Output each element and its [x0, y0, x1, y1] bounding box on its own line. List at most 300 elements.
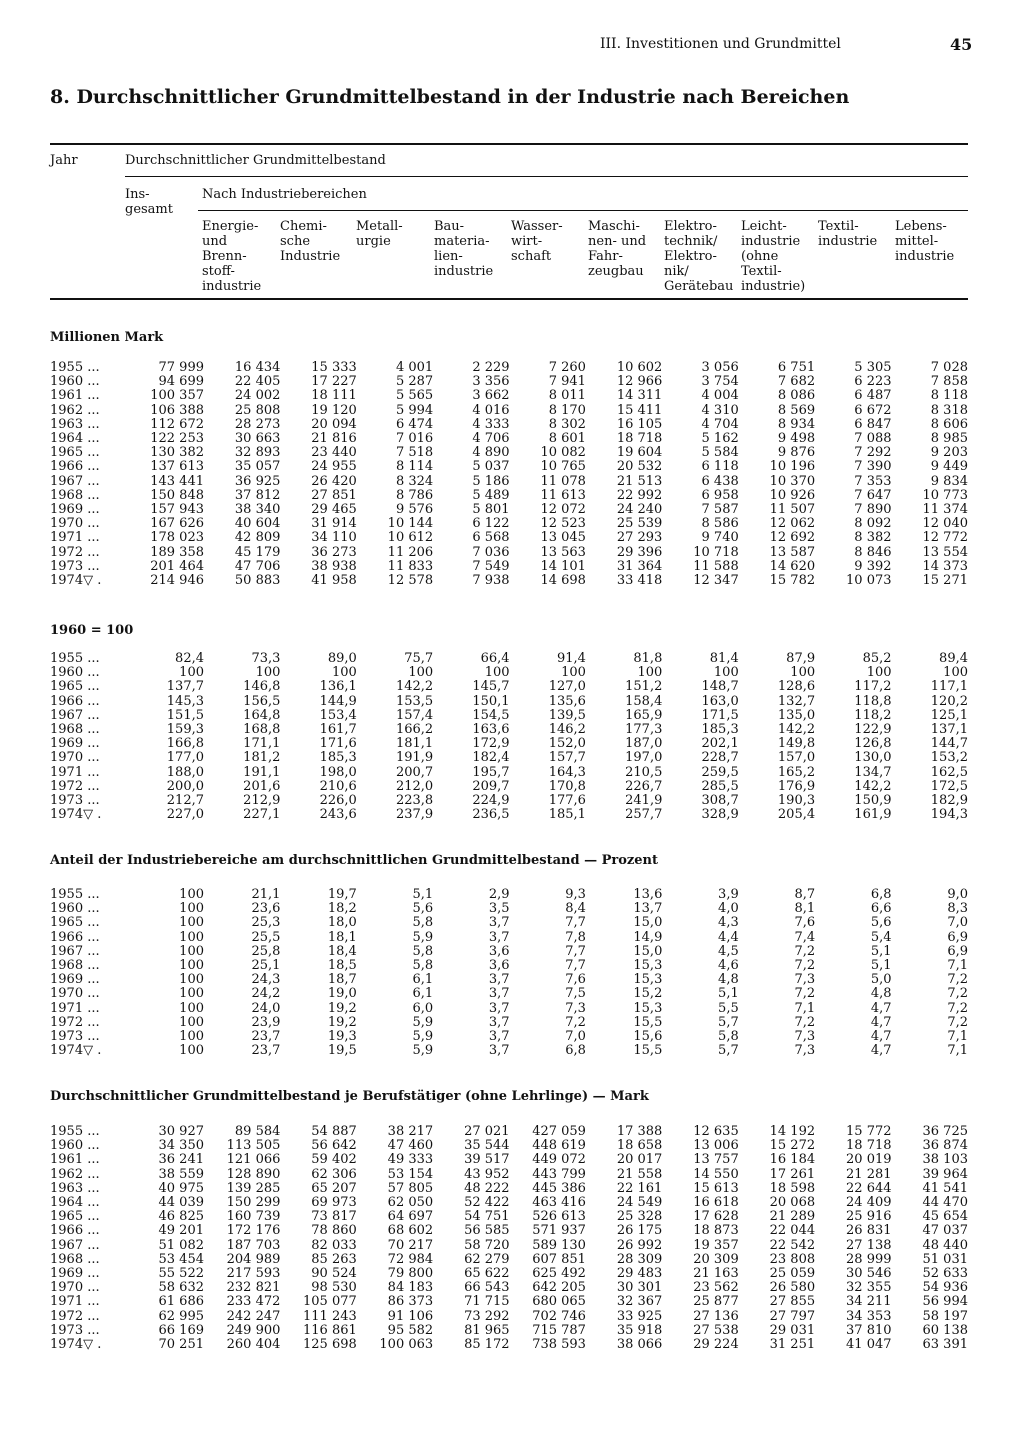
table-cell: 19,2	[327, 1000, 357, 1016]
table-cell: 15,3	[633, 972, 663, 988]
table-cell: 19,7	[327, 887, 357, 902]
table-cell: 15,2	[633, 986, 663, 1002]
row-year: 1967 ...	[50, 943, 100, 959]
table-cell: 39 517	[464, 1152, 510, 1168]
row-year: 1974▽ .	[50, 573, 102, 589]
table-cell: 34 350	[158, 1138, 204, 1154]
table-cell: 4,7	[870, 1000, 892, 1016]
table-cell: 100	[179, 887, 204, 902]
table-row	[50, 1224, 968, 1238]
col-header-elektrotechnik: Elektro- technik/ Elektro- nik/ Gerätebau	[664, 219, 734, 294]
row-year: 1971 ...	[50, 764, 100, 780]
table-cell: 43 952	[464, 1166, 510, 1182]
table-row	[50, 1281, 968, 1295]
table-cell: 463 416	[532, 1195, 586, 1211]
table-cell: 85,2	[862, 651, 892, 666]
table-cell: 185,1	[548, 807, 586, 823]
table-cell: 81,4	[709, 651, 739, 666]
table-row	[50, 945, 968, 959]
table-cell: 17 628	[693, 1209, 739, 1225]
table-cell: 181,1	[395, 736, 434, 752]
table-cell: 9,0	[947, 887, 968, 902]
table-cell: 31 914	[311, 516, 357, 532]
table-cell: 642 205	[532, 1280, 586, 1296]
table-cell: 445 386	[532, 1180, 586, 1196]
table-cell: 187 703	[226, 1237, 281, 1253]
table-cell: 191,9	[395, 750, 434, 766]
table-cell: 172,9	[472, 736, 510, 752]
table-cell: 24 409	[846, 1195, 892, 1211]
row-year: 1973 ...	[50, 1029, 100, 1045]
table-cell: 66 543	[464, 1280, 510, 1296]
table-cell: 130 382	[150, 445, 204, 461]
table-cell: 7,1	[794, 1000, 816, 1016]
table-cell: 4,7	[870, 1029, 892, 1045]
table-cell: 157,4	[395, 707, 434, 723]
table-row	[50, 389, 968, 403]
table-cell: 5 994	[395, 402, 434, 418]
table-cell: 25,8	[251, 943, 281, 959]
table-cell: 201,6	[243, 778, 281, 794]
table-cell: 5,9	[412, 929, 434, 945]
table-cell: 8,3	[947, 901, 968, 917]
table-cell: 10 773	[922, 487, 968, 503]
table-cell: 145,7	[472, 679, 510, 695]
table-cell: 59 402	[311, 1152, 357, 1168]
row-year: 1955 ...	[50, 360, 100, 375]
table-cell: 14 620	[769, 558, 816, 574]
table-cell: 236,5	[472, 807, 510, 823]
table-cell: 2 229	[472, 360, 510, 375]
table-cell: 13 045	[540, 530, 586, 546]
table-row	[50, 1168, 968, 1182]
table-title: 8. Durchschnittlicher Grundmittelbestand in der Industrie nach Bereichen	[50, 86, 850, 108]
col-header-lebensmittel: Lebens- mittel- industrie	[895, 219, 955, 264]
table-cell: 5,9	[412, 1014, 434, 1030]
table-row	[50, 475, 968, 489]
table-cell: 28 309	[616, 1251, 663, 1267]
table-row	[50, 709, 968, 723]
table-cell: 8 118	[930, 388, 968, 404]
table-cell: 153,2	[930, 750, 968, 766]
table-cell: 7 036	[472, 544, 510, 560]
table-cell: 232 821	[226, 1280, 281, 1296]
table-cell: 19,2	[327, 1014, 357, 1030]
table-cell: 5,6	[870, 915, 892, 931]
row-year: 1965 ...	[50, 915, 100, 931]
table-cell: 23,7	[251, 1029, 281, 1045]
table-cell: 170,8	[548, 778, 586, 794]
table-cell: 71 715	[464, 1294, 510, 1310]
col-header-group-main: Durchschnittlicher Grundmittelbestand	[125, 153, 386, 168]
table-cell: 249 900	[226, 1322, 281, 1338]
table-cell: 62 995	[158, 1308, 204, 1324]
table-cell: 20 068	[769, 1195, 816, 1211]
table-cell: 4 016	[472, 402, 510, 418]
table-cell: 150 299	[226, 1195, 281, 1211]
table-cell: 65 207	[311, 1180, 357, 1196]
table-cell: 6 568	[472, 530, 510, 546]
table-row	[50, 574, 968, 588]
table-cell: 166,8	[166, 736, 204, 752]
table-row	[50, 723, 968, 737]
table-cell: 3 662	[472, 388, 510, 404]
table-cell: 142,2	[854, 778, 892, 794]
table-cell: 5,4	[870, 929, 892, 945]
table-cell: 7 088	[854, 431, 892, 447]
row-year: 1974▽ .	[50, 1337, 102, 1353]
table-cell: 15 271	[922, 573, 968, 589]
table-cell: 6,0	[412, 1000, 434, 1016]
table-row	[50, 766, 968, 780]
table-cell: 78 860	[311, 1223, 357, 1239]
table-cell: 53 154	[387, 1166, 434, 1182]
table-cell: 35 918	[616, 1322, 663, 1338]
table-cell: 4,4	[718, 929, 739, 945]
table-cell: 23 440	[311, 445, 357, 461]
table-cell: 224,9	[472, 793, 510, 809]
table-cell: 144,9	[319, 693, 357, 709]
table-cell: 9 876	[777, 445, 816, 461]
table-cell: 18 873	[693, 1223, 739, 1239]
table-cell: 20 094	[311, 416, 357, 432]
table-cell: 5 565	[395, 388, 434, 404]
row-year: 1971 ...	[50, 1294, 100, 1310]
table-cell: 111 243	[303, 1308, 357, 1324]
table-cell: 100	[179, 1043, 204, 1059]
table-cell: 29 483	[616, 1266, 663, 1282]
table-cell: 7 941	[548, 374, 586, 390]
table-cell: 7,1	[947, 1043, 968, 1059]
table-cell: 226,0	[319, 793, 357, 809]
table-cell: 4,6	[718, 958, 739, 974]
table-cell: 81,8	[633, 651, 663, 666]
table-cell: 77 999	[158, 360, 204, 375]
table-cell: 15,0	[633, 943, 663, 959]
table-cell: 100	[179, 972, 204, 988]
table-cell: 18,2	[327, 901, 357, 917]
table-cell: 4 001	[395, 360, 434, 375]
table-cell: 54 751	[464, 1209, 510, 1225]
table-row	[50, 916, 968, 930]
table-cell: 210,5	[625, 764, 663, 780]
table-cell: 4,0	[718, 901, 739, 917]
table-cell: 35 057	[234, 459, 281, 475]
col-header-total: Ins- gesamt	[125, 187, 173, 217]
table-row	[50, 460, 968, 474]
table-cell: 171,6	[319, 736, 357, 752]
table-cell: 137,1	[930, 722, 968, 738]
table-cell: 69 973	[311, 1195, 357, 1211]
table-cell: 5,1	[718, 986, 739, 1002]
table-cell: 241,9	[625, 793, 663, 809]
table-cell: 209,7	[472, 778, 510, 794]
table-cell: 3 754	[701, 374, 739, 390]
table-cell: 122 253	[150, 431, 204, 447]
table-cell: 100	[637, 665, 663, 681]
table-cell: 7 353	[854, 473, 892, 489]
table-cell: 41 047	[846, 1337, 892, 1353]
table-cell: 5 801	[472, 502, 510, 518]
table-cell: 100	[179, 929, 204, 945]
table-cell: 66,4	[480, 651, 510, 666]
section-label-index-1960: 1960 = 100	[50, 623, 134, 638]
table-cell: 84 183	[387, 1280, 434, 1296]
table-cell: 113 505	[226, 1138, 281, 1154]
table-cell: 126,8	[854, 736, 892, 752]
table-row	[50, 1196, 968, 1210]
table-cell: 153,4	[319, 707, 357, 723]
table-cell: 18,4	[327, 943, 357, 959]
table-row	[50, 888, 968, 902]
table-cell: 25 916	[846, 1209, 892, 1225]
table-cell: 5 305	[854, 360, 892, 375]
table-cell: 14,9	[633, 929, 663, 945]
table-cell: 73 292	[464, 1308, 510, 1324]
table-cell: 125,1	[930, 707, 968, 723]
table-cell: 5,1	[870, 958, 892, 974]
table-cell: 14 698	[540, 573, 586, 589]
table-cell: 130,0	[854, 750, 892, 766]
table-cell: 12 062	[769, 516, 816, 532]
table-cell: 21 816	[311, 431, 357, 447]
table-row	[50, 737, 968, 751]
table-cell: 6 847	[854, 416, 892, 432]
table-row	[50, 1002, 968, 1016]
table-cell: 16 184	[769, 1152, 816, 1168]
table-cell: 18,5	[327, 958, 357, 974]
table-cell: 32 367	[616, 1294, 663, 1310]
table-cell: 38 559	[158, 1166, 204, 1182]
table-cell: 139 285	[226, 1180, 281, 1196]
table-cell: 6 118	[701, 459, 739, 475]
table-cell: 44 039	[158, 1195, 204, 1211]
table-cell: 227,1	[243, 807, 281, 823]
table-row	[50, 931, 968, 945]
table-cell: 15,3	[633, 1000, 663, 1016]
table-cell: 20 017	[616, 1152, 663, 1168]
table-cell: 27 797	[769, 1308, 816, 1324]
row-year: 1967 ...	[50, 473, 100, 489]
table-cell: 165,9	[625, 707, 663, 723]
table-cell: 122,9	[854, 722, 892, 738]
table-cell: 5,8	[412, 958, 434, 974]
table-cell: 7,2	[794, 1014, 816, 1030]
table-cell: 4 704	[701, 416, 739, 432]
table-cell: 187,0	[625, 736, 663, 752]
table-cell: 137,7	[166, 679, 204, 695]
table-cell: 89,4	[939, 651, 968, 666]
table-cell: 237,9	[395, 807, 434, 823]
table-cell: 7 390	[854, 459, 892, 475]
table-cell: 4 310	[701, 402, 739, 418]
table-cell: 9 576	[395, 502, 434, 518]
table-cell: 4,7	[870, 1043, 892, 1059]
table-cell: 5 584	[701, 445, 739, 461]
table-cell: 7,7	[565, 943, 586, 959]
table-cell: 18 598	[769, 1180, 816, 1196]
table-cell: 100	[179, 1014, 204, 1030]
table-cell: 6,1	[412, 986, 434, 1002]
table-cell: 27 021	[464, 1124, 510, 1139]
table-cell: 149,8	[777, 736, 816, 752]
table-cell: 7 028	[930, 360, 968, 375]
table-row	[50, 695, 968, 709]
table-cell: 6 751	[777, 360, 816, 375]
row-year: 1969 ...	[50, 1266, 100, 1282]
table-cell: 6,8	[870, 887, 892, 902]
table-cell: 27 138	[846, 1237, 892, 1253]
row-year: 1974▽ .	[50, 807, 102, 823]
row-year: 1966 ...	[50, 1223, 100, 1239]
table-cell: 51 031	[922, 1251, 968, 1267]
table-cell: 36 241	[158, 1152, 204, 1168]
table-cell: 157 943	[150, 502, 204, 518]
table-cell: 25,1	[251, 958, 281, 974]
table-row	[50, 1030, 968, 1044]
col-header-baumaterial: Bau- materia- lien- industrie	[434, 219, 494, 279]
table-cell: 177,0	[166, 750, 204, 766]
table-cell: 38 938	[311, 558, 357, 574]
table-cell: 176,9	[777, 778, 816, 794]
table-cell: 607 851	[532, 1251, 586, 1267]
row-year: 1970 ...	[50, 516, 100, 532]
table-cell: 82,4	[175, 651, 204, 666]
row-year: 1962 ...	[50, 1166, 100, 1182]
table-cell: 448 619	[532, 1138, 586, 1154]
table-cell: 30 663	[234, 431, 281, 447]
table-cell: 30 546	[846, 1266, 892, 1282]
table-cell: 36 874	[922, 1138, 968, 1154]
table-cell: 56 585	[464, 1223, 510, 1239]
table-cell: 9 449	[930, 459, 968, 475]
table-cell: 60 138	[922, 1322, 968, 1338]
table-cell: 81 965	[464, 1322, 510, 1338]
table-cell: 4,8	[870, 986, 892, 1002]
table-cell: 100	[408, 665, 434, 681]
table-cell: 8 086	[777, 388, 816, 404]
table-cell: 7,2	[794, 943, 816, 959]
row-year: 1968 ...	[50, 722, 100, 738]
table-cell: 3,7	[488, 1000, 510, 1016]
table-cell: 70 217	[387, 1237, 434, 1253]
table-cell: 21 513	[616, 473, 663, 489]
table-cell: 41 958	[311, 573, 357, 589]
table-cell: 2,9	[488, 887, 510, 902]
table-cell: 89,0	[327, 651, 357, 666]
table-cell: 100 063	[379, 1337, 434, 1353]
table-cell: 10 602	[616, 360, 663, 375]
table-cell: 5,1	[412, 887, 434, 902]
row-year: 1964 ...	[50, 1195, 100, 1211]
table-cell: 23,7	[251, 1043, 281, 1059]
table-cell: 15 613	[693, 1180, 739, 1196]
table-cell: 100	[179, 958, 204, 974]
table-row	[50, 560, 968, 574]
table-cell: 7,4	[794, 929, 816, 945]
table-cell: 8,4	[565, 901, 586, 917]
table-cell: 8,7	[794, 887, 816, 902]
table-cell: 55 522	[158, 1266, 204, 1282]
table-cell: 100	[255, 665, 281, 681]
table-cell: 8 569	[777, 402, 816, 418]
table-cell: 12 966	[616, 374, 663, 390]
table-cell: 7 647	[854, 487, 892, 503]
table-cell: 7 549	[472, 558, 510, 574]
table-cell: 8 302	[548, 416, 586, 432]
table-row	[50, 1153, 968, 1167]
table-cell: 137 613	[150, 459, 204, 475]
table-cell: 14 311	[616, 388, 663, 404]
table-cell: 18,1	[327, 929, 357, 945]
table-cell: 257,7	[625, 807, 663, 823]
table-row	[50, 751, 968, 765]
table-cell: 4,7	[870, 1014, 892, 1030]
table-cell: 23 562	[693, 1280, 739, 1296]
table-cell: 154,5	[472, 707, 510, 723]
table-cell: 6 672	[854, 402, 892, 418]
table-cell: 26 831	[846, 1223, 892, 1239]
table-cell: 150,1	[472, 693, 510, 709]
table-row	[50, 1016, 968, 1030]
table-cell: 12 040	[922, 516, 968, 532]
table-cell: 177,3	[625, 722, 663, 738]
table-row	[50, 404, 968, 418]
table-cell: 233 472	[226, 1294, 281, 1310]
table-cell: 15 333	[311, 360, 357, 375]
table-cell: 3,7	[488, 1029, 510, 1045]
table-row	[50, 531, 968, 545]
table-cell: 226,7	[625, 778, 663, 794]
table-row	[50, 489, 968, 503]
table-cell: 5,7	[718, 1014, 739, 1030]
table-cell: 165,2	[777, 764, 816, 780]
table-cell: 64 697	[387, 1209, 434, 1225]
table-cell: 212,0	[395, 778, 434, 794]
table-cell: 117,1	[930, 679, 968, 695]
table-cell: 18 111	[311, 388, 357, 404]
row-year: 1970 ...	[50, 750, 100, 766]
table-cell: 38 340	[234, 502, 281, 518]
table-cell: 94 699	[158, 374, 204, 390]
col-header-year: Jahr	[50, 153, 78, 168]
table-cell: 15,6	[633, 1029, 663, 1045]
table-cell: 17 261	[769, 1166, 816, 1182]
table-cell: 15 772	[846, 1124, 892, 1139]
table-cell: 200,0	[166, 778, 204, 794]
table-cell: 217 593	[226, 1266, 281, 1282]
table-cell: 7 587	[701, 502, 739, 518]
table-cell: 7,0	[947, 915, 968, 931]
table-cell: 12 772	[922, 530, 968, 546]
table-cell: 98 530	[311, 1280, 357, 1296]
table-cell: 118,8	[854, 693, 892, 709]
row-year: 1965 ...	[50, 1209, 100, 1225]
table-cell: 51 082	[158, 1237, 204, 1253]
table-cell: 27 538	[693, 1322, 739, 1338]
table-cell: 4 706	[472, 431, 510, 447]
table-cell: 7,2	[947, 972, 968, 988]
table-cell: 100	[561, 665, 586, 681]
table-cell: 116 861	[303, 1322, 357, 1338]
row-year: 1973 ...	[50, 793, 100, 809]
table-row	[50, 375, 968, 389]
table-cell: 228,7	[701, 750, 739, 766]
table-cell: 17 227	[311, 374, 357, 390]
table-cell: 45 179	[234, 544, 281, 560]
table-cell: 121 066	[226, 1152, 281, 1168]
table-row	[50, 1253, 968, 1267]
